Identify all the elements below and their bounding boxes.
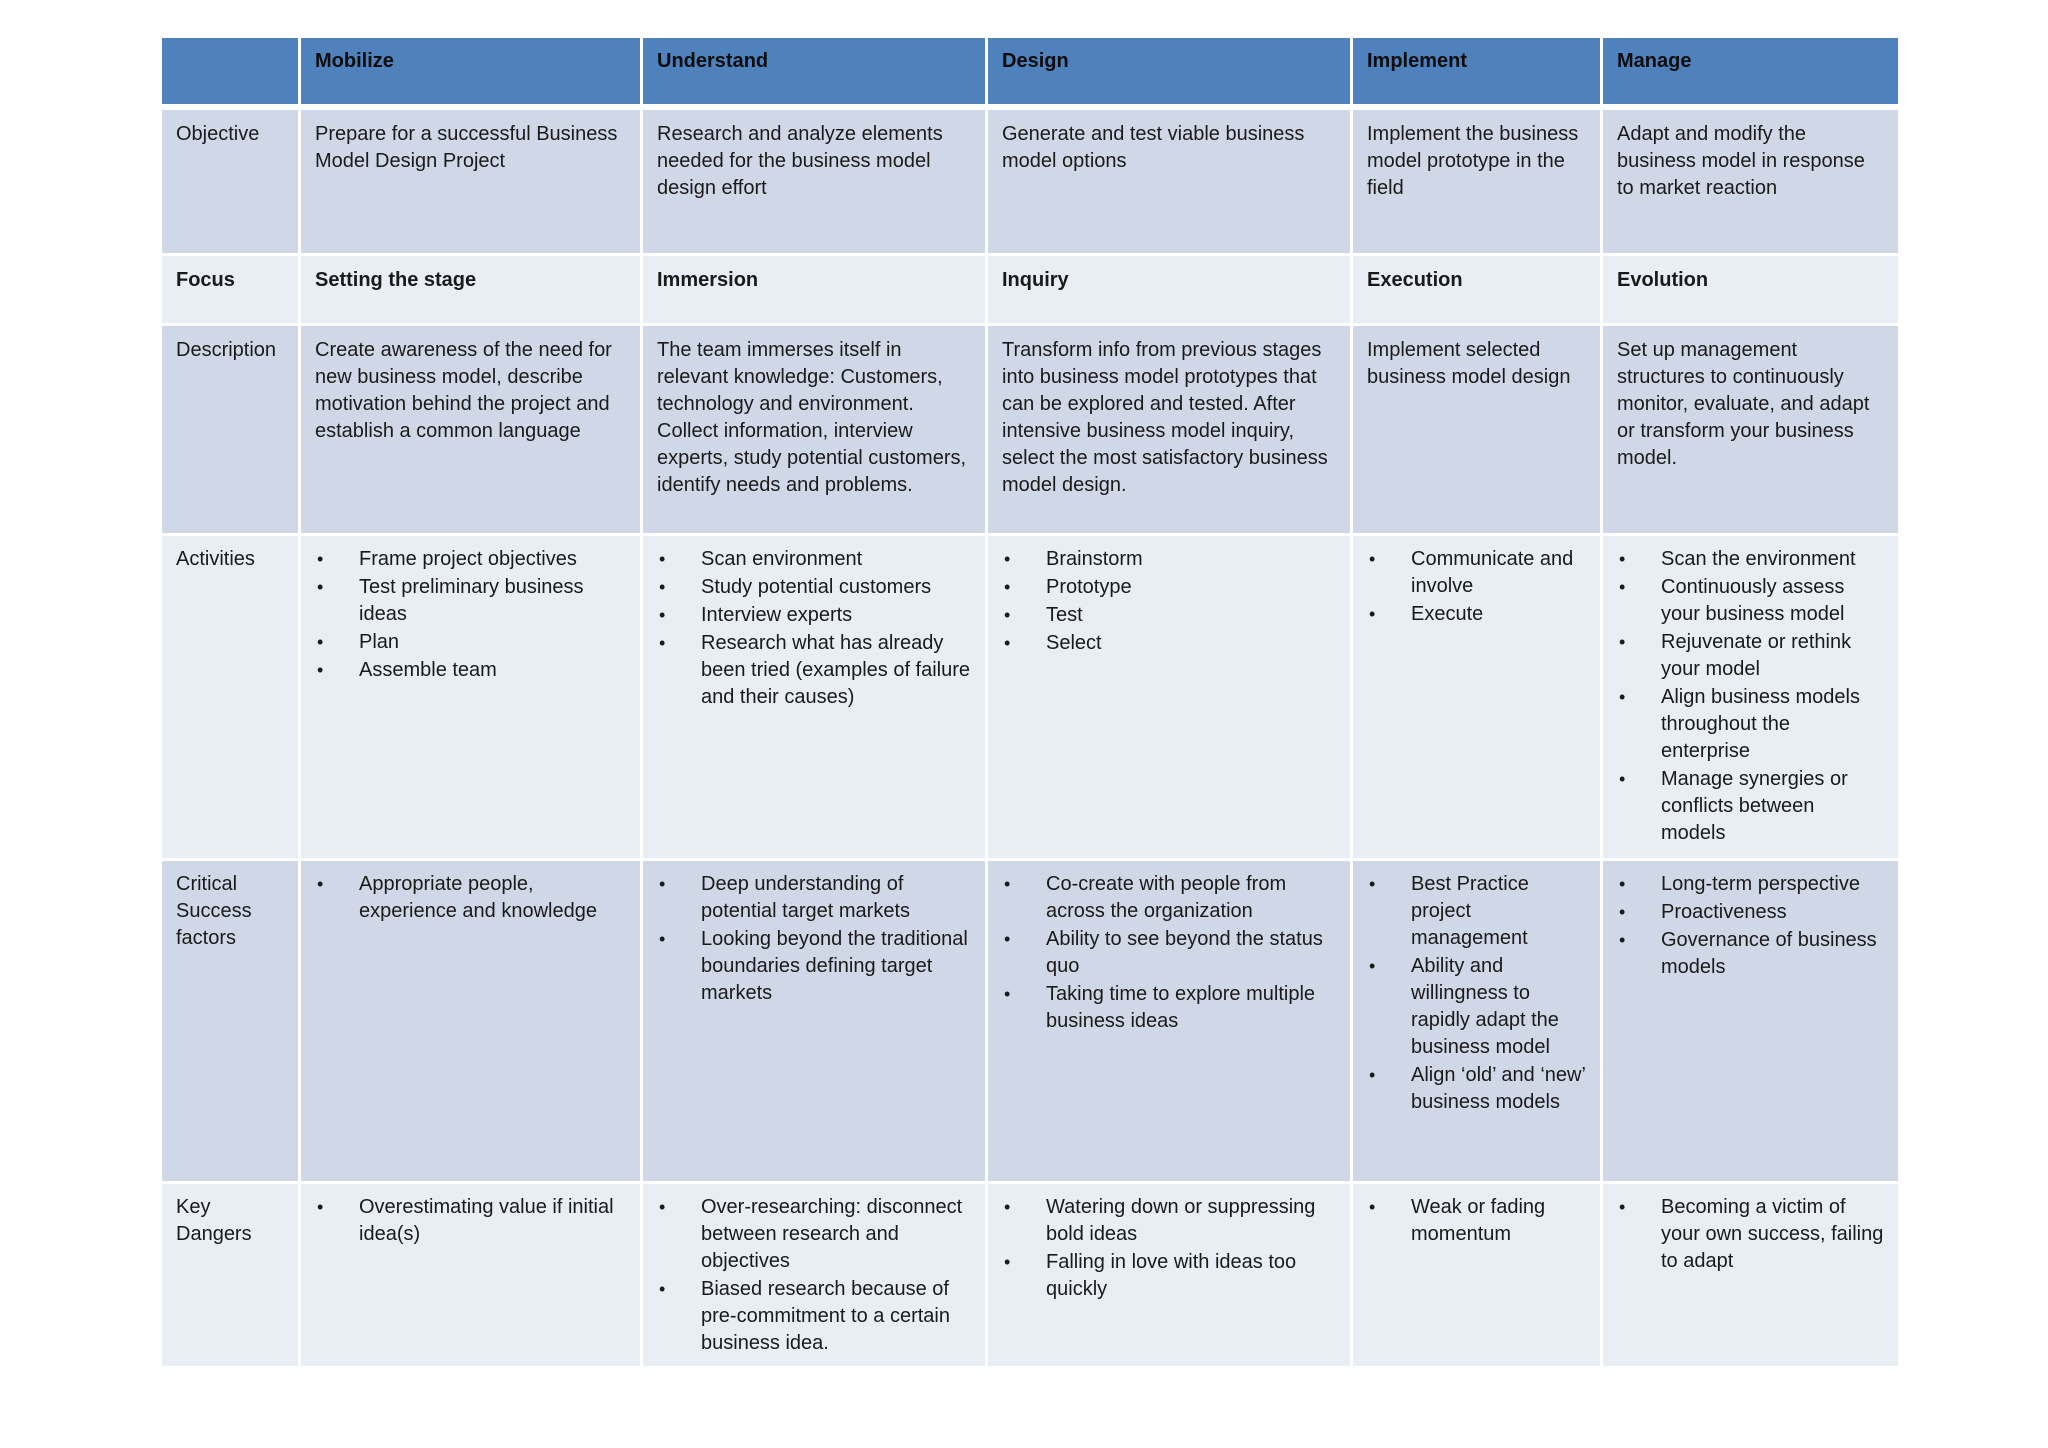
list-item-text: Continuously assess your business model: [1661, 576, 1845, 625]
bullet-icon: •: [1004, 549, 1011, 569]
list-item-text: Ability to see beyond the status quo: [1046, 928, 1323, 977]
bullet-icon: •: [317, 632, 324, 652]
cell-activities-mobilize: [300, 535, 642, 860]
row-label-focus: Focus: [161, 255, 300, 325]
list-item-text: Biased research because of pre-commitment to a certain business idea.: [701, 1278, 950, 1354]
cell-focus-manage: Evolution: [1602, 255, 1900, 325]
cell-critical-success-factors-implement: [1352, 860, 1602, 1183]
list-item: [315, 1194, 626, 1248]
list-item: [657, 926, 971, 1007]
list-item: [657, 1276, 971, 1357]
bullet-icon: •: [1369, 549, 1376, 569]
bullet-icon: •: [1619, 632, 1626, 652]
bullet-icon: •: [1619, 874, 1626, 894]
bullet-list: [1002, 871, 1336, 1035]
list-item-text: Falling in love with ideas too quickly: [1046, 1251, 1297, 1300]
list-item-text: Frame project objectives: [359, 548, 577, 570]
cell-activities-understand: [642, 535, 987, 860]
list-item: [1002, 926, 1336, 980]
list-item: [1367, 1194, 1586, 1248]
bullet-icon: •: [659, 874, 666, 894]
list-item: [1367, 1062, 1586, 1116]
cell-objective-design: Generate and test viable business model options: [987, 107, 1352, 255]
list-item-text: Prototype: [1046, 576, 1132, 598]
bullet-list: [1367, 546, 1586, 628]
list-item-text: Interview experts: [701, 604, 853, 626]
bullet-icon: •: [659, 1279, 666, 1299]
row-label-activities: Activities: [161, 535, 300, 860]
list-item-text: Align ‘old’ and ‘new’ business models: [1411, 1064, 1586, 1113]
bullet-icon: •: [1004, 929, 1011, 949]
list-item-text: Select: [1046, 632, 1102, 654]
list-item-text: Align business models throughout the enterprise: [1661, 686, 1860, 762]
bullet-icon: •: [659, 605, 666, 625]
cell-focus-implement: Execution: [1352, 255, 1602, 325]
cell-description-manage: Set up management structures to continuously monitor, evaluate, and adapt or transform your business model.: [1602, 325, 1900, 535]
bullet-icon: •: [1004, 874, 1011, 894]
cell-activities-design: [987, 535, 1352, 860]
row-activities: [161, 535, 1900, 860]
list-item-text: Weak or fading momentum: [1411, 1196, 1546, 1245]
cell-description-mobilize: Create awareness of the need for new business model, describe motivation behind the project and establish a common language: [300, 325, 642, 535]
header-implement: Implement: [1352, 37, 1602, 108]
list-item: [657, 871, 971, 925]
list-item: [315, 629, 626, 656]
row-label-objective: Objective: [161, 107, 300, 255]
list-item: [315, 574, 626, 628]
list-item: [1617, 766, 1884, 847]
list-item-text: Assemble team: [359, 659, 497, 681]
list-item-text: Appropriate people, experience and knowledge: [359, 873, 597, 922]
list-item: [1617, 546, 1884, 573]
list-item-text: Scan the environment: [1661, 548, 1856, 570]
bullet-icon: •: [659, 1197, 666, 1217]
cell-key-dangers-understand: [642, 1183, 987, 1368]
bullet-icon: •: [1004, 605, 1011, 625]
bullet-icon: •: [1369, 604, 1376, 624]
bullet-icon: •: [659, 577, 666, 597]
bullet-list: [657, 1194, 971, 1357]
list-item: [1002, 574, 1336, 601]
bullet-icon: •: [1004, 577, 1011, 597]
bullet-icon: •: [1619, 549, 1626, 569]
bullet-list: [1002, 546, 1336, 657]
bullet-icon: •: [1619, 577, 1626, 597]
list-item-text: Overestimating value if initial idea(s): [359, 1196, 614, 1245]
list-item-text: Research what has already been tried (examples of failure and their causes): [701, 632, 971, 708]
list-item-text: Plan: [359, 631, 400, 653]
cell-objective-mobilize: Prepare for a successful Business Model Design Project: [300, 107, 642, 255]
list-item-text: Test preliminary business ideas: [359, 576, 584, 625]
bullet-icon: •: [1369, 1065, 1376, 1085]
cell-key-dangers-manage: [1602, 1183, 1900, 1368]
list-item: [1367, 601, 1586, 628]
list-item-text: Brainstorm: [1046, 548, 1143, 570]
bullet-icon: •: [317, 577, 324, 597]
list-item: [657, 1194, 971, 1275]
list-item: [315, 871, 626, 925]
header-corner-cell: [161, 37, 300, 108]
bullet-icon: •: [1369, 874, 1376, 894]
bullet-icon: •: [1004, 633, 1011, 653]
bullet-list: [657, 546, 971, 711]
cell-critical-success-factors-mobilize: [300, 860, 642, 1183]
bullet-icon: •: [1004, 1197, 1011, 1217]
list-item: [657, 546, 971, 573]
bullet-icon: •: [1619, 930, 1626, 950]
bullet-icon: •: [1004, 984, 1011, 1004]
header-manage: Manage: [1602, 37, 1900, 108]
list-item-text: Study potential customers: [701, 576, 932, 598]
list-item-text: Test: [1046, 604, 1083, 626]
cell-description-design: Transform info from previous stages into business model prototypes that can be explored and tested. After intensive business model inquiry, select the most satisfactory business model design.: [987, 325, 1352, 535]
list-item: [1002, 871, 1336, 925]
list-item: [1617, 684, 1884, 765]
list-item: [1367, 953, 1586, 1061]
row-focus: [161, 255, 1900, 325]
list-item-text: Co-create with people from across the organization: [1046, 873, 1287, 922]
list-item: [657, 630, 971, 711]
list-item: [1617, 629, 1884, 683]
bullet-list: [1367, 1194, 1586, 1248]
list-item: [1617, 927, 1884, 981]
list-item-text: Ability and willingness to rapidly adapt the business model: [1411, 955, 1559, 1058]
list-item: [1367, 871, 1586, 952]
bullet-list: [1367, 871, 1586, 1116]
bullet-list: [1617, 546, 1884, 847]
row-description: [161, 325, 1900, 535]
list-item-text: Communicate and involve: [1411, 548, 1574, 597]
row-key-dangers: [161, 1183, 1900, 1368]
list-item: [657, 602, 971, 629]
cell-objective-implement: Implement the business model prototype in the field: [1352, 107, 1602, 255]
row-critical-success-factors: [161, 860, 1900, 1183]
cell-critical-success-factors-design: [987, 860, 1352, 1183]
header-design: Design: [987, 37, 1352, 108]
list-item: [1002, 602, 1336, 629]
cell-focus-design: Inquiry: [987, 255, 1352, 325]
header-row: [161, 37, 1900, 108]
list-item: [315, 657, 626, 684]
bullet-icon: •: [1369, 1197, 1376, 1217]
cell-key-dangers-mobilize: [300, 1183, 642, 1368]
list-item: [315, 546, 626, 573]
bullet-icon: •: [659, 633, 666, 653]
list-item: [1002, 1249, 1336, 1303]
list-item: [1617, 871, 1884, 898]
list-item-text: Scan environment: [701, 548, 863, 570]
list-item: [1367, 546, 1586, 600]
business-model-phases-table: [159, 35, 1901, 1369]
list-item-text: Proactiveness: [1661, 901, 1787, 923]
cell-focus-mobilize: Setting the stage: [300, 255, 642, 325]
list-item: [1617, 899, 1884, 926]
bullet-icon: •: [1619, 902, 1626, 922]
bullet-icon: •: [1369, 956, 1376, 976]
list-item-text: Long-term perspective: [1661, 873, 1860, 895]
cell-description-understand: The team immerses itself in relevant knowledge: Customers, technology and environment. Collect information, interview experts, study potential customers, identify needs and problems.: [642, 325, 987, 535]
bullet-list: [1002, 1194, 1336, 1303]
bullet-icon: •: [659, 549, 666, 569]
bullet-icon: •: [317, 549, 324, 569]
list-item: [1617, 574, 1884, 628]
cell-key-dangers-implement: [1352, 1183, 1602, 1368]
bullet-icon: •: [1004, 1252, 1011, 1272]
cell-description-implement: Implement selected business model design: [1352, 325, 1602, 535]
list-item-text: Manage synergies or conflicts between models: [1661, 768, 1848, 844]
bullet-icon: •: [317, 1197, 324, 1217]
list-item-text: Looking beyond the traditional boundaries defining target markets: [701, 928, 968, 1004]
row-label-critical-success-factors: Critical Success factors: [161, 860, 300, 1183]
bullet-list: [315, 871, 626, 925]
header-understand: Understand: [642, 37, 987, 108]
cell-objective-manage: Adapt and modify the business model in response to market reaction: [1602, 107, 1900, 255]
list-item: [1002, 546, 1336, 573]
list-item: [657, 574, 971, 601]
bullet-list: [1617, 871, 1884, 981]
cell-focus-understand: Immersion: [642, 255, 987, 325]
list-item-text: Best Practice project management: [1411, 873, 1529, 949]
list-item-text: Execute: [1411, 603, 1484, 625]
bullet-icon: •: [317, 660, 324, 680]
cell-critical-success-factors-understand: [642, 860, 987, 1183]
list-item-text: Governance of business models: [1661, 929, 1877, 978]
list-item: [1002, 981, 1336, 1035]
list-item-text: Deep understanding of potential target markets: [701, 873, 910, 922]
list-item-text: Rejuvenate or rethink your model: [1661, 631, 1852, 680]
bullet-icon: •: [1619, 769, 1626, 789]
list-item: [1002, 1194, 1336, 1248]
cell-critical-success-factors-manage: [1602, 860, 1900, 1183]
list-item-text: Over-researching: disconnect between research and objectives: [701, 1196, 963, 1272]
bullet-list: [1617, 1194, 1884, 1275]
bullet-list: [315, 546, 626, 684]
bullet-icon: •: [1619, 687, 1626, 707]
cell-key-dangers-design: [987, 1183, 1352, 1368]
bullet-icon: •: [317, 874, 324, 894]
list-item: [1002, 630, 1336, 657]
list-item-text: Taking time to explore multiple business ideas: [1046, 983, 1316, 1032]
list-item: [1617, 1194, 1884, 1275]
cell-objective-understand: Research and analyze elements needed for the business model design effort: [642, 107, 987, 255]
row-label-key-dangers: Key Dangers: [161, 1183, 300, 1368]
bullet-icon: •: [659, 929, 666, 949]
cell-activities-implement: [1352, 535, 1602, 860]
row-objective: [161, 107, 1900, 255]
list-item-text: Watering down or suppressing bold ideas: [1046, 1196, 1316, 1245]
bullet-icon: •: [1619, 1197, 1626, 1217]
cell-activities-manage: [1602, 535, 1900, 860]
bullet-list: [315, 1194, 626, 1248]
row-label-description: Description: [161, 325, 300, 535]
bullet-list: [657, 871, 971, 1007]
header-mobilize: Mobilize: [300, 37, 642, 108]
list-item-text: Becoming a victim of your own success, failing to adapt: [1661, 1196, 1884, 1272]
